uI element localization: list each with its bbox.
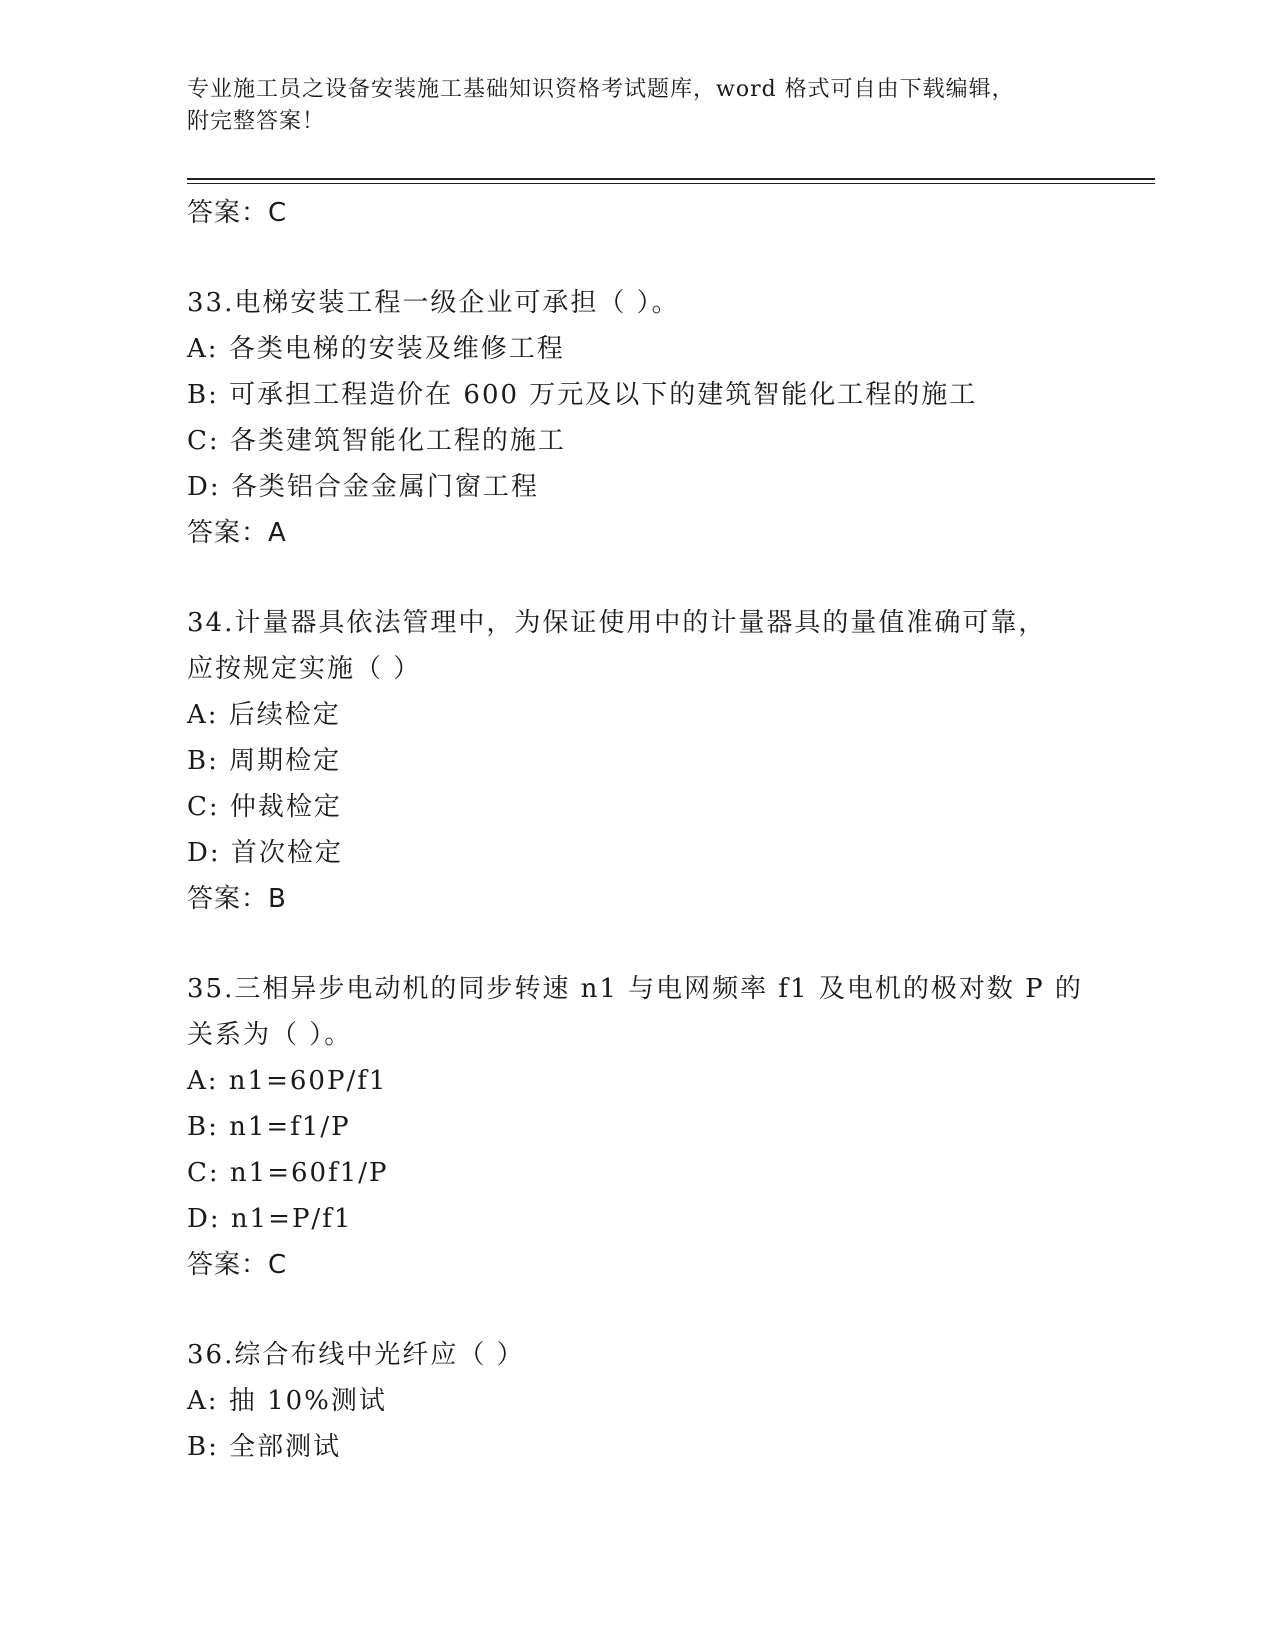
- question-35: [187, 966, 1155, 1288]
- question-stem: 34.计量器具依法管理中，为保证使用中的计量器具的量值准确可靠，: [187, 608, 1047, 638]
- option-d: D: 首次检定: [187, 838, 343, 868]
- question-stem-continued: 应按规定实施（ ）: [187, 654, 422, 684]
- answer-text: 答案：B: [187, 884, 287, 914]
- question-stem: 35.三相异步电动机的同步转速 n1 与电网频率 f1 及电机的极对数 P 的: [187, 974, 1083, 1004]
- option-d: D: n1=P/f1: [187, 1204, 353, 1234]
- answer-text: 答案：A: [187, 518, 287, 548]
- option-b: B: 全部测试: [187, 1432, 342, 1462]
- option-d: D: 各类铝合金金属门窗工程: [187, 472, 539, 502]
- header-line-2: 附完整答案！: [187, 109, 326, 134]
- question-list: [187, 190, 1155, 1470]
- question-36: [187, 1332, 1155, 1470]
- header-divider-thin: [187, 183, 1155, 184]
- option-b: B: 可承担工程造价在 600 万元及以下的建筑智能化工程的施工: [187, 380, 978, 410]
- question-stem: 33.电梯安装工程一级企业可承担（ ）。: [187, 288, 680, 318]
- answer-text: 答案：C: [187, 1250, 288, 1280]
- option-a: A: 抽 10%测试: [187, 1386, 387, 1416]
- header-line-1: 专业施工员之设备安装施工基础知识资格考试题库，word 格式可自由下载编辑，: [187, 77, 1015, 102]
- option-b: B: n1=f1/P: [187, 1112, 351, 1142]
- question-stem-continued: 关系为（ ）。: [187, 1020, 353, 1050]
- question-33: [187, 280, 1155, 556]
- header-divider-thick: [187, 178, 1155, 180]
- answer-text: 答案：C: [187, 198, 288, 228]
- option-a: A: n1=60P/f1: [187, 1066, 388, 1096]
- option-b: B: 周期检定: [187, 746, 342, 776]
- document-header: [187, 74, 1087, 138]
- option-a: A: 各类电梯的安装及维修工程: [187, 334, 565, 364]
- question-stem: 36.综合布线中光纤应（ ）: [187, 1340, 525, 1370]
- option-c: C: 各类建筑智能化工程的施工: [187, 426, 566, 456]
- option-c: C: n1=60f1/P: [187, 1158, 389, 1188]
- option-c: C: 仲裁检定: [187, 792, 342, 822]
- question-34: [187, 600, 1155, 922]
- option-a: A: 后续检定: [187, 700, 341, 730]
